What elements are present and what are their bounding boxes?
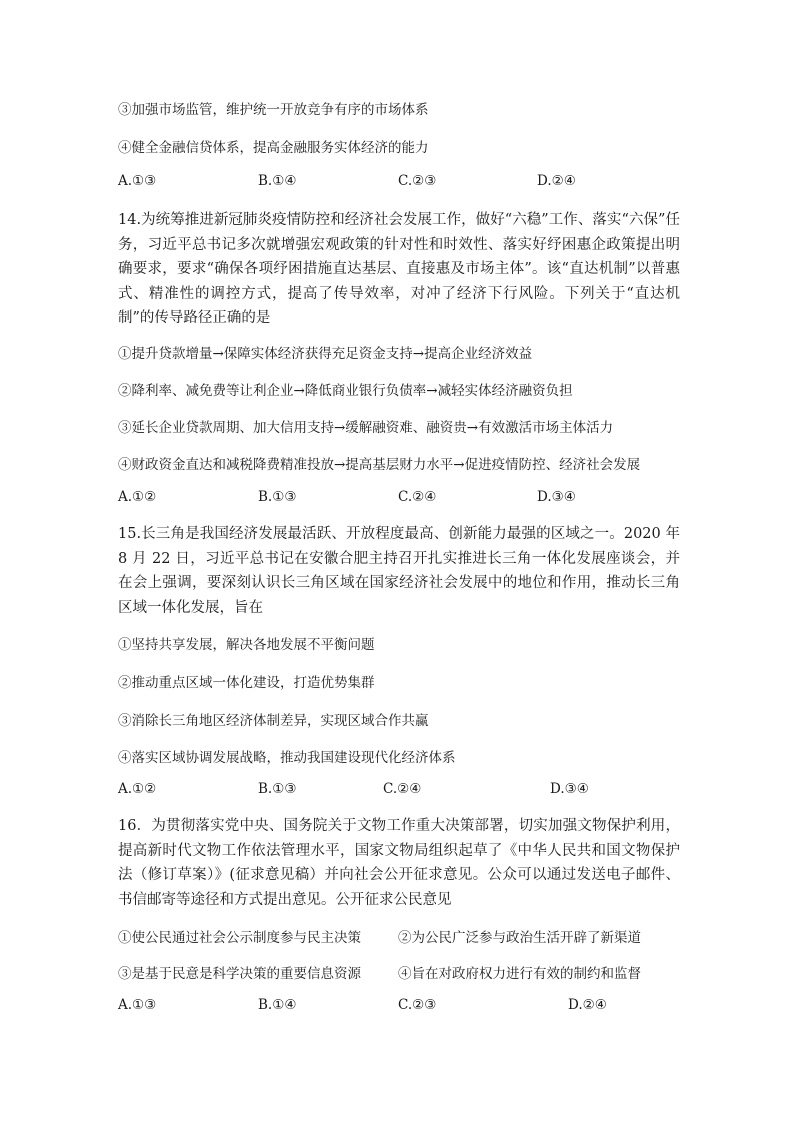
q14-option-c: C.②④ <box>398 489 437 505</box>
q15-option-d: D.③④ <box>550 781 589 797</box>
q13-item-3: ③加强市场监管，维护统一开放竞争有序的市场体系 <box>118 102 429 118</box>
q15-option-c: C.②④ <box>383 781 422 797</box>
q13-option-d: D.②④ <box>537 173 576 189</box>
q15-option-a: A.①② <box>118 781 157 797</box>
q15-item-2: ②推动重点区域一体化建设，打造优势集群 <box>118 675 375 691</box>
q14-option-a: A.①② <box>118 489 157 505</box>
q15-option-b: B.①③ <box>258 781 297 797</box>
q13-option-b: B.①④ <box>258 173 297 189</box>
q15-stem: 15.长三角是我国经济发展最活跃、开放程度最高、创新能力最强的区域之一。2020 年 8 月 22 日，习近平总书记在安徽合肥主持召开扎实推进长三角一体化发展座谈会，并在会上强调，要深刻认识长三角区域在国家经济社会发展中的地位和作用，推动长三角区域一体化发展，旨在 <box>118 526 680 616</box>
q13-option-c: C.②③ <box>398 173 437 189</box>
q16-option-a: A.①③ <box>118 997 157 1013</box>
q16-item-1: ①使公民通过社会公示制度参与民主决策 <box>118 930 361 946</box>
q16-option-b: B.①④ <box>258 997 297 1013</box>
q15-item-4: ④落实区域协调发展战略，推动我国建设现代化经济体系 <box>118 750 456 766</box>
q13-item-4: ④健全金融信贷体系，提高金融服务实体经济的能力 <box>118 140 429 156</box>
q14-option-d: D.③④ <box>537 489 576 505</box>
q14-option-b: B.①③ <box>258 489 297 505</box>
q16-stem: 16．为贯彻落实党中央、国务院关于文物工作重大决策部署，切实加强文物保护利用，提高新时代文物工作依法管理水平，国家文物局组织起草了《中华人民共和国文物保护法（修订草案）》(征求意见稿）并向社会公开征求意见。公众可以通过发送电子邮件、书信邮寄等途径和方式提出意见。公开征求公民意见 <box>118 818 680 908</box>
q16-item-4: ④旨在对政府权力进行有效的制约和监督 <box>398 966 641 982</box>
q15-item-3: ③消除长三角地区经济体制差异，实现区域合作共赢 <box>118 713 429 729</box>
q16-item-3: ③是基于民意是科学决策的重要信息资源 <box>118 966 361 982</box>
q15-item-1: ①坚持共享发展，解决各地发展不平衡问题 <box>118 637 375 653</box>
q14-item-4: ④财政资金直达和减税降费精准投放→提高基层财力水平→促进疫情防控、经济社会发展 <box>118 457 641 473</box>
q13-option-a: A.①③ <box>118 173 157 189</box>
q16-item-2: ②为公民广泛参与政治生活开辟了新渠道 <box>398 930 641 946</box>
q14-item-3: ③延长企业贷款周期、加大信用支持→缓解融资难、融资贵→有效激活市场主体活力 <box>118 420 614 436</box>
q14-stem: 14.为统筹推进新冠肺炎疫情防控和经济社会发展工作，做好“六稳”工作、落实“六保”任务，习近平总书记多次就增强宏观政策的针对性和时效性、落实好纾困惠企政策提出明确要求，要求“确保各项纾困措施直达基层、直接惠及市场主体”。该“直达机制”以普惠式、精准性的调控方式，提高了传导效率，对冲了经济下行风险。下列关于“直达机制”的传导路径正确的是 <box>118 212 680 326</box>
q14-item-1: ①提升贷款增量→保障实体经济获得充足资金支持→提高企业经济效益 <box>118 346 533 362</box>
q14-item-2: ②降利率、减免费等让利企业→降低商业银行负债率→减轻实体经济融资负担 <box>118 383 573 399</box>
q16-option-d: D.②④ <box>568 997 607 1013</box>
q16-option-c: C.②③ <box>398 997 437 1013</box>
